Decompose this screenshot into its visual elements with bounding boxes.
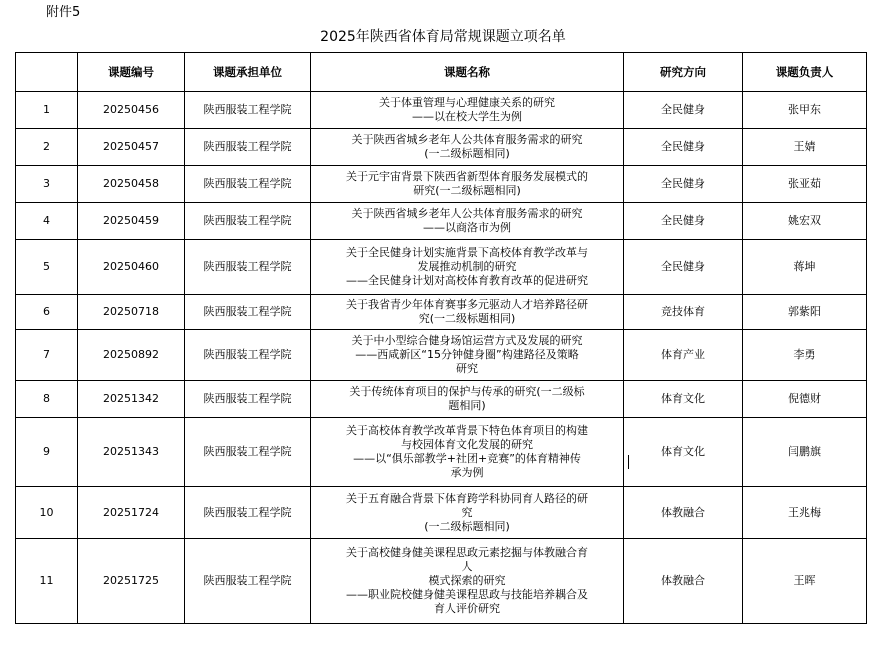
project-name-line: 关于高校体育教学改革背景下特色体育项目的构建 [346, 424, 588, 437]
project-name-line: ——西咸新区“15分钟健身圈”构建路径及策略 [355, 348, 579, 361]
table-header-row [16, 53, 867, 92]
project-name-line: 承为例 [450, 466, 484, 479]
project-name-line: 发展推动机制的研究 [417, 260, 517, 273]
project-code-cell: 20251343 [78, 418, 185, 487]
document-title: 2025年陕西省体育局常规课题立项名单 [320, 29, 566, 45]
row-index-cell: 10 [16, 487, 78, 539]
table-row [16, 330, 867, 381]
project-name-cell [311, 240, 624, 295]
table-row [16, 539, 867, 624]
table-row [16, 487, 867, 539]
leader-cell: 倪德财 [743, 381, 867, 418]
project-name-cell [311, 92, 624, 129]
project-name-cell [311, 330, 624, 381]
table-row [16, 295, 867, 330]
direction-cell: 全民健身 [624, 203, 743, 240]
unit-cell: 陕西服装工程学院 [185, 92, 311, 129]
leader-cell: 郭紫阳 [743, 295, 867, 330]
row-index-cell: 1 [16, 92, 78, 129]
project-name-cell [311, 539, 624, 624]
leader-cell: 姚宏双 [743, 203, 867, 240]
project-name-line: 模式探索的研究 [428, 574, 506, 587]
direction-cell: 体教融合 [624, 539, 743, 624]
table-row [16, 418, 867, 487]
project-name-cell [311, 487, 624, 539]
table-row [16, 166, 867, 203]
row-index-cell: 11 [16, 539, 78, 624]
project-name-line: (一二级标题相同) [424, 147, 510, 160]
row-index-cell: 8 [16, 381, 78, 418]
direction-cell: 竞技体育 [624, 295, 743, 330]
leader-cell: 张甲东 [743, 92, 867, 129]
leader-cell: 王兆梅 [743, 487, 867, 539]
project-code-cell: 20250892 [78, 330, 185, 381]
project-name-cell [311, 129, 624, 166]
project-name-line: 关于体重管理与心理健康关系的研究 [379, 96, 555, 109]
header-index [16, 53, 78, 92]
project-name-line: 人 [461, 560, 473, 573]
row-index-cell: 9 [16, 418, 78, 487]
project-name-line: 研究(一二级标题相同) [413, 184, 521, 197]
row-index-cell: 3 [16, 166, 78, 203]
leader-cell: 张亚茹 [743, 166, 867, 203]
project-name-line: (一二级标题相同) [424, 519, 510, 533]
table-body [16, 92, 867, 624]
direction-cell: 体教融合 [624, 487, 743, 539]
unit-cell: 陕西服装工程学院 [185, 129, 311, 166]
project-name-line: ——以在校大学生为例 [412, 110, 522, 123]
project-name-cell [311, 295, 624, 330]
project-name-line: 题相同) [448, 399, 486, 412]
row-index-cell: 4 [16, 203, 78, 240]
table-row [16, 381, 867, 418]
project-code-cell: 20250456 [78, 92, 185, 129]
project-name-line: 究(一二级标题相同) [418, 312, 516, 325]
project-name-cell [311, 203, 624, 240]
leader-cell: 王晖 [743, 539, 867, 624]
project-name-line: ——全民健身计划对高校体育教育改革的促进研究 [346, 274, 588, 287]
row-index-cell: 6 [16, 295, 78, 330]
attachment-label: 附件5 [46, 5, 81, 20]
project-name-line: 关于我省青少年体育赛事多元驱动人才培养路径研 [346, 298, 588, 311]
project-code-cell: 20251725 [78, 539, 185, 624]
unit-cell: 陕西服装工程学院 [185, 381, 311, 418]
unit-cell: 陕西服装工程学院 [185, 539, 311, 624]
direction-cell: 全民健身 [624, 166, 743, 203]
header-code: 课题编号 [78, 53, 185, 92]
project-name-line: 关于全民健身计划实施背景下高校体育教学改革与 [346, 246, 588, 259]
unit-cell: 陕西服装工程学院 [185, 166, 311, 203]
direction-cell: 全民健身 [624, 129, 743, 166]
project-name-line: 关于五育融合背景下体育跨学科协同育人路径的研 [346, 491, 588, 505]
leader-cell: 王婧 [743, 129, 867, 166]
row-index-cell: 7 [16, 330, 78, 381]
row-index-cell: 5 [16, 240, 78, 295]
project-code-cell: 20250718 [78, 295, 185, 330]
unit-cell: 陕西服装工程学院 [185, 330, 311, 381]
project-code-cell: 20251724 [78, 487, 185, 539]
row-index-cell: 2 [16, 129, 78, 166]
project-name-line: 究 [461, 505, 473, 519]
direction-cell: 体育产业 [624, 330, 743, 381]
unit-cell: 陕西服装工程学院 [185, 240, 311, 295]
header-name: 课题名称 [311, 53, 624, 92]
project-name-line: ——以商洛市为例 [423, 221, 511, 234]
text-cursor [628, 455, 629, 469]
direction-cell: 体育文化 [624, 381, 743, 418]
direction-cell: 全民健身 [624, 92, 743, 129]
unit-cell: 陕西服装工程学院 [185, 203, 311, 240]
project-table [15, 52, 867, 624]
project-name-cell [311, 381, 624, 418]
project-code-cell: 20250457 [78, 129, 185, 166]
project-name-line: 关于传统体育项目的保护与传承的研究(一二级标 [349, 385, 585, 398]
header-unit: 课题承担单位 [185, 53, 311, 92]
leader-cell: 蒋坤 [743, 240, 867, 295]
unit-cell: 陕西服装工程学院 [185, 295, 311, 330]
project-name-line: 与校园体育文化发展的研究 [401, 438, 533, 451]
project-code-cell: 20250458 [78, 166, 185, 203]
leader-cell: 李勇 [743, 330, 867, 381]
unit-cell: 陕西服装工程学院 [185, 418, 311, 487]
project-name-line: 关于陕西省城乡老年人公共体育服务需求的研究 [351, 133, 583, 146]
project-name-cell [311, 418, 624, 487]
project-name-line: 研究 [456, 362, 478, 375]
project-code-cell: 20251342 [78, 381, 185, 418]
project-name-line: 关于元宇宙背景下陕西省新型体育服务发展模式的 [346, 170, 588, 183]
direction-cell: 全民健身 [624, 240, 743, 295]
table-row [16, 129, 867, 166]
table-row [16, 203, 867, 240]
project-code-cell: 20250460 [78, 240, 185, 295]
project-name-line: ——职业院校健身健美课程思政与技能培养耦合及 [346, 588, 588, 601]
header-direction: 研究方向 [624, 53, 743, 92]
project-code-cell: 20250459 [78, 203, 185, 240]
project-name-line: 育人评价研究 [434, 602, 500, 615]
header-leader: 课题负责人 [743, 53, 867, 92]
project-name-line: 关于中小型综合健身场馆运营方式及发展的研究 [351, 334, 583, 347]
direction-cell: 体育文化 [624, 418, 743, 487]
leader-cell: 闫鹏旗 [743, 418, 867, 487]
project-name-line: 关于高校健身健美课程思政元素挖掘与体教融合育 [346, 546, 588, 559]
project-name-line: ——以“俱乐部教学+社团+竞赛”的体育精神传 [353, 452, 581, 465]
project-name-line: 关于陕西省城乡老年人公共体育服务需求的研究 [351, 207, 583, 220]
table-row [16, 240, 867, 295]
table-row [16, 92, 867, 129]
unit-cell: 陕西服装工程学院 [185, 487, 311, 539]
project-name-cell [311, 166, 624, 203]
